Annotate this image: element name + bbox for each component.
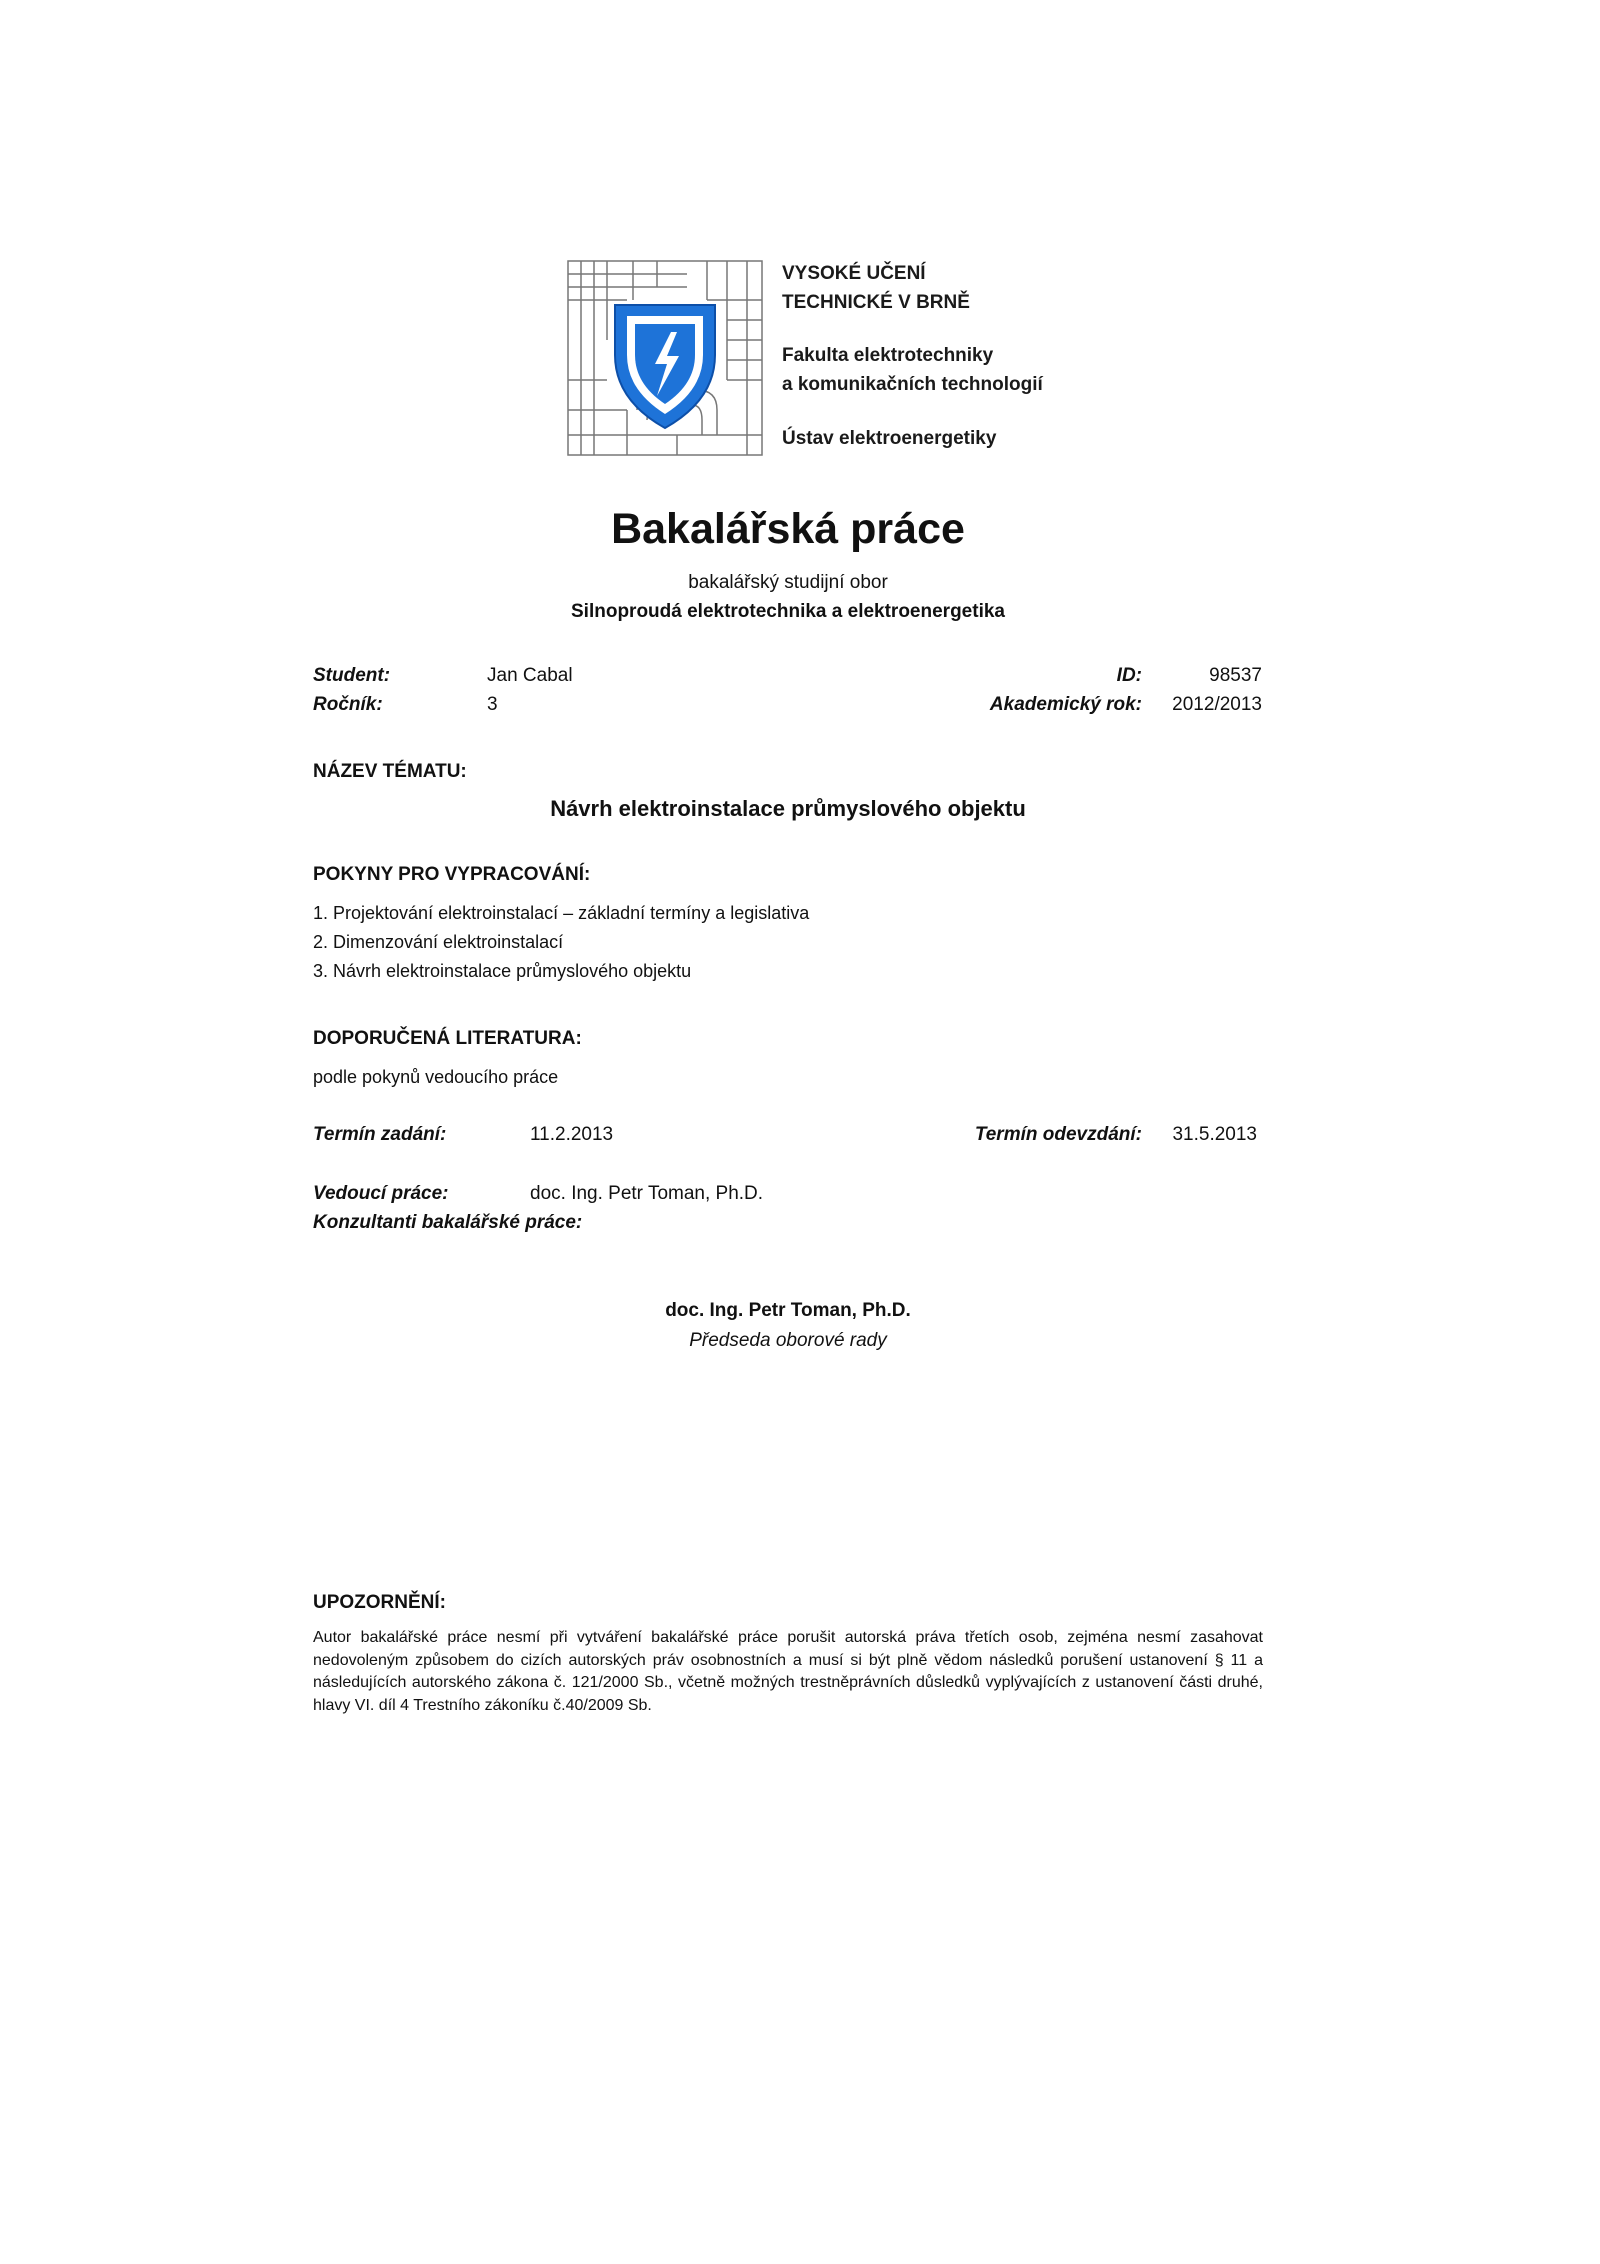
university-line-2: TECHNICKÉ V BRNĚ (782, 292, 970, 313)
supervisor-label: Vedoucí práce: (313, 1183, 449, 1204)
signature-name: doc. Ing. Petr Toman, Ph.D. (665, 1300, 911, 1321)
academic-year-value: 2012/2013 (1172, 694, 1262, 715)
instructions-heading: POKYNY PRO VYPRACOVÁNÍ: (313, 864, 591, 885)
due-date-label: Termín odevzdání: (974, 1124, 1142, 1145)
supervisor-value: doc. Ing. Petr Toman, Ph.D. (530, 1183, 764, 1204)
due-date-value: 31.5.2013 (1172, 1124, 1257, 1145)
student-label: Student: (313, 665, 391, 686)
notice-heading: UPOZORNĚNÍ: (313, 1592, 446, 1613)
university-line-1: VYSOKÉ UČENÍ (782, 263, 926, 284)
faculty-name (782, 341, 1043, 399)
year-label: Ročník: (313, 694, 383, 715)
institute-name: Ústav elektroenergetiky (782, 428, 997, 449)
signature-role: Předseda oborové rady (689, 1330, 887, 1351)
assigned-date-label: Termín zadání: (313, 1124, 447, 1145)
faculty-line-1: Fakulta elektrotechniky (782, 345, 994, 366)
instruction-item: 3. Návrh elektroinstalace průmyslového objektu (313, 961, 692, 981)
instruction-item: 1. Projektování elektroinstalací – základní termíny a legislativa (313, 903, 810, 923)
student-value: Jan Cabal (487, 665, 573, 686)
faculty-line-2: a komunikačních technologií (782, 374, 1043, 395)
study-field: Silnoproudá elektrotechnika a elektroenergetika (571, 601, 1005, 622)
vut-logo-icon (567, 260, 763, 456)
study-type: bakalářský studijní obor (688, 572, 888, 593)
document-title: Bakalářská práce (611, 505, 965, 553)
consultants-label: Konzultanti bakalářské práce: (313, 1212, 583, 1233)
academic-year-label: Akademický rok: (989, 694, 1142, 715)
literature-text: podle pokynů vedoucího práce (313, 1067, 559, 1087)
id-label: ID: (1116, 665, 1142, 686)
university-name (782, 259, 970, 317)
id-value: 98537 (1209, 665, 1262, 686)
notice-text: Autor bakalářské práce nesmí při vytváření bakalářské práce porušit autorská práva třetích osob, zejména nesmí zasahovat nedovoleným způsobem do cizích autorských práv osobnostních a musí si být plně vědom následků porušení ustanovení § 11 a následujících autorského zákona č. 121/2000 Sb., včetně možných trestněprávních důsledků vyplývajících z ustanovení části druhé, hlavy VI. díl 4 Trestního zákoníku č.40/2009 Sb. (313, 1629, 1263, 1714)
topic-name: Návrh elektroinstalace průmyslového objektu (550, 796, 1026, 821)
literature-heading: DOPORUČENÁ LITERATURA: (313, 1028, 582, 1049)
year-value: 3 (487, 694, 498, 715)
assigned-date-value: 11.2.2013 (530, 1124, 614, 1145)
topic-heading: NÁZEV TÉMATU: (313, 761, 467, 782)
instruction-item: 2. Dimenzování elektroinstalací (313, 932, 564, 952)
